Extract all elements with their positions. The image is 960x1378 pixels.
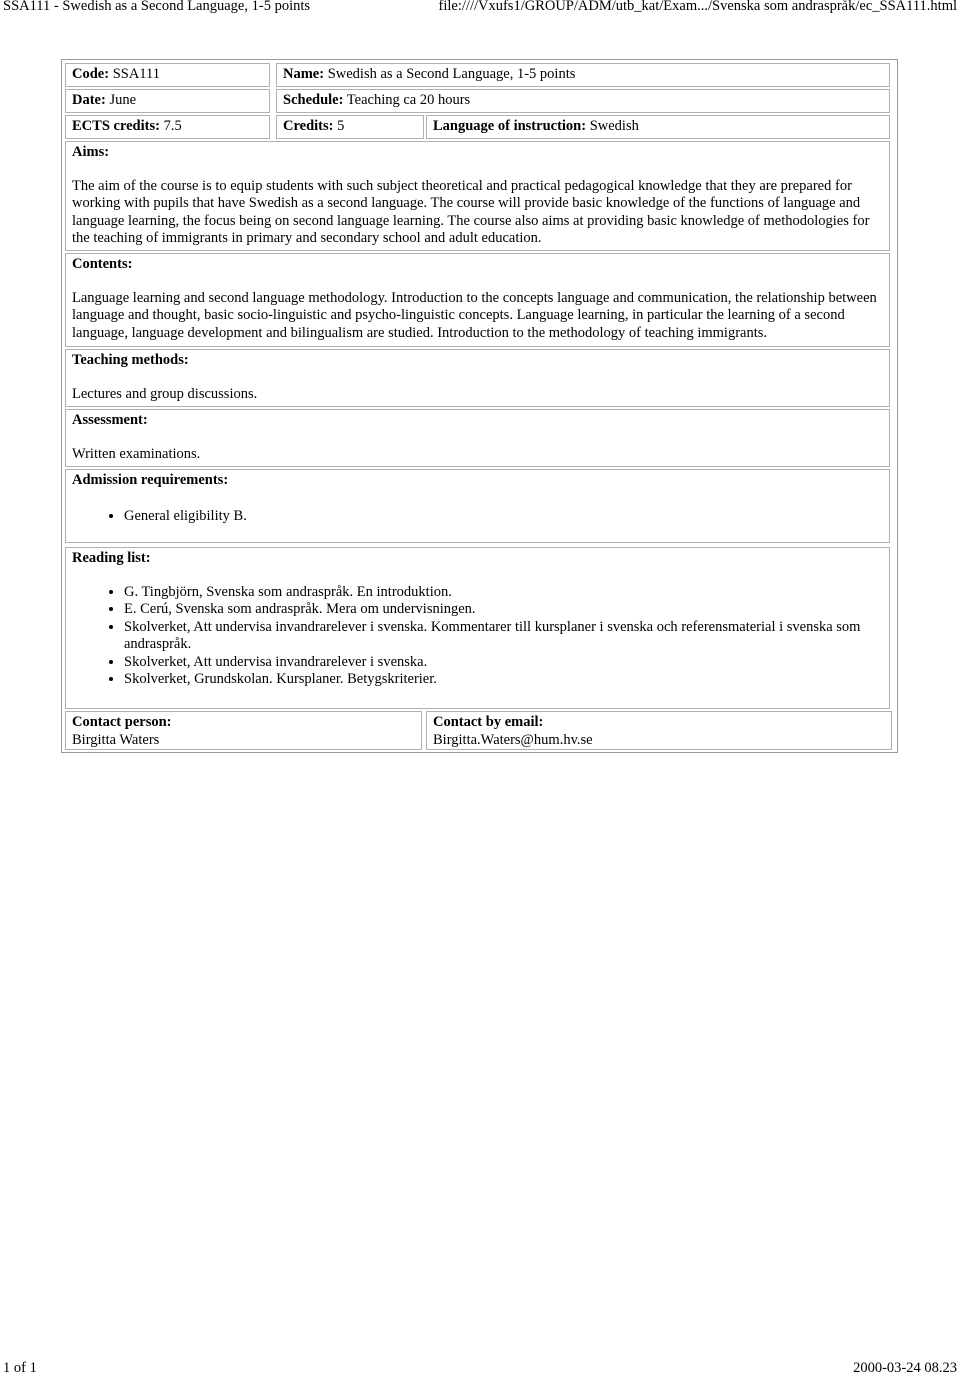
contact-person-cell <box>65 711 422 750</box>
contact-person-label: Contact person: <box>72 714 172 730</box>
admission-item: • General eligibility B. <box>124 508 883 526</box>
reading-item: • Skolverket, Att undervisa invandrarelever i svenska. Kommentarer till kursplaner i svenska och referensmaterial i svenska som andraspråk. <box>124 619 873 654</box>
ects-value: 7.5 <box>163 118 182 134</box>
aims-section <box>65 141 890 251</box>
contents-text: Language learning and second language methodology. Introduction to the concepts language and communication, the relationship between language and thought, basic socio-linguistic and psycho-linguistic concepts. Language learning, in particular the learning of a second language, language development and bilingualism are studied. Introduction to the methodology of teaching immigrants. <box>72 289 877 341</box>
contact-person-value: Birgitta Waters <box>72 731 160 748</box>
schedule-label: Schedule: <box>283 92 344 108</box>
aims-text: The aim of the course is to equip students with such subject theoretical and practical pedagogical knowledge that they are prepared for working with pupils that have Swedish as a second language. The course will provide basic knowledge of the functions of language and language learning, the focus being on second language learning. The course also aims at providing basic knowledge of methodologies for the teaching of immigrants in primary and secondary school and adult education. <box>72 177 870 246</box>
reading-item: • Skolverket, Att undervisa invandrarelever i svenska. <box>124 654 873 672</box>
contact-email-label: Contact by email: <box>433 714 544 730</box>
name-cell <box>276 63 890 87</box>
assessment-text: Written examinations. <box>72 445 201 462</box>
code-label: Code: <box>72 66 110 82</box>
teaching-title: Teaching methods: <box>72 352 189 368</box>
schedule-cell <box>276 89 890 113</box>
ects-cell <box>65 115 270 139</box>
credits-value: 5 <box>337 118 345 134</box>
print-footer-timestamp: 2000-03-24 08.23 <box>853 1360 957 1376</box>
schedule-value: Teaching ca 20 hours <box>346 92 471 108</box>
print-footer-page: 1 of 1 <box>3 1360 37 1376</box>
contact-email-cell <box>426 711 892 750</box>
assessment-title: Assessment: <box>72 412 148 428</box>
reading-item: • Skolverket, Grundskolan. Kursplaner. Betygskriterier. <box>124 671 873 689</box>
assessment-section <box>65 409 890 467</box>
admission-title: Admission requirements: <box>72 472 229 488</box>
date-cell <box>65 89 270 113</box>
aims-title: Aims: <box>72 144 110 160</box>
course-table <box>61 59 898 753</box>
reading-item: • E. Cerú, Svenska som andraspråk. Mera om undervisningen. <box>124 601 873 619</box>
ects-label: ECTS credits: <box>72 118 160 134</box>
credits-cell <box>276 115 424 139</box>
print-header-title: SSA111 - Swedish as a Second Language, 1-5 points <box>3 0 311 14</box>
contents-section <box>65 253 890 347</box>
name-value: Swedish as a Second Language, 1-5 points <box>327 66 576 82</box>
date-label: Date: <box>72 92 106 108</box>
teaching-text: Lectures and group discussions. <box>72 385 258 402</box>
code-value: SSA111 <box>112 66 160 82</box>
contact-email-link[interactable]: Birgitta.Waters@hum.hv.se <box>433 731 593 748</box>
credits-label: Credits: <box>283 118 334 134</box>
language-label: Language of instruction: <box>433 118 587 134</box>
reading-title: Reading list: <box>72 550 151 566</box>
contents-title: Contents: <box>72 256 133 272</box>
reading-item: • G. Tingbjörn, Svenska som andraspråk. En introduktion. <box>124 584 873 602</box>
reading-list <box>72 584 883 689</box>
admission-list <box>72 508 883 526</box>
date-value: June <box>109 92 137 108</box>
language-cell <box>426 115 890 139</box>
reading-section <box>65 547 890 709</box>
teaching-section <box>65 349 890 407</box>
name-label: Name: <box>283 66 325 82</box>
code-cell <box>65 63 270 87</box>
language-value: Swedish <box>589 118 639 134</box>
admission-section <box>65 469 890 543</box>
print-header-path: file:////Vxufs1/GROUP/ADM/utb_kat/Exam.../Svenska som andraspråk/ec_SSA111.html <box>438 0 957 14</box>
